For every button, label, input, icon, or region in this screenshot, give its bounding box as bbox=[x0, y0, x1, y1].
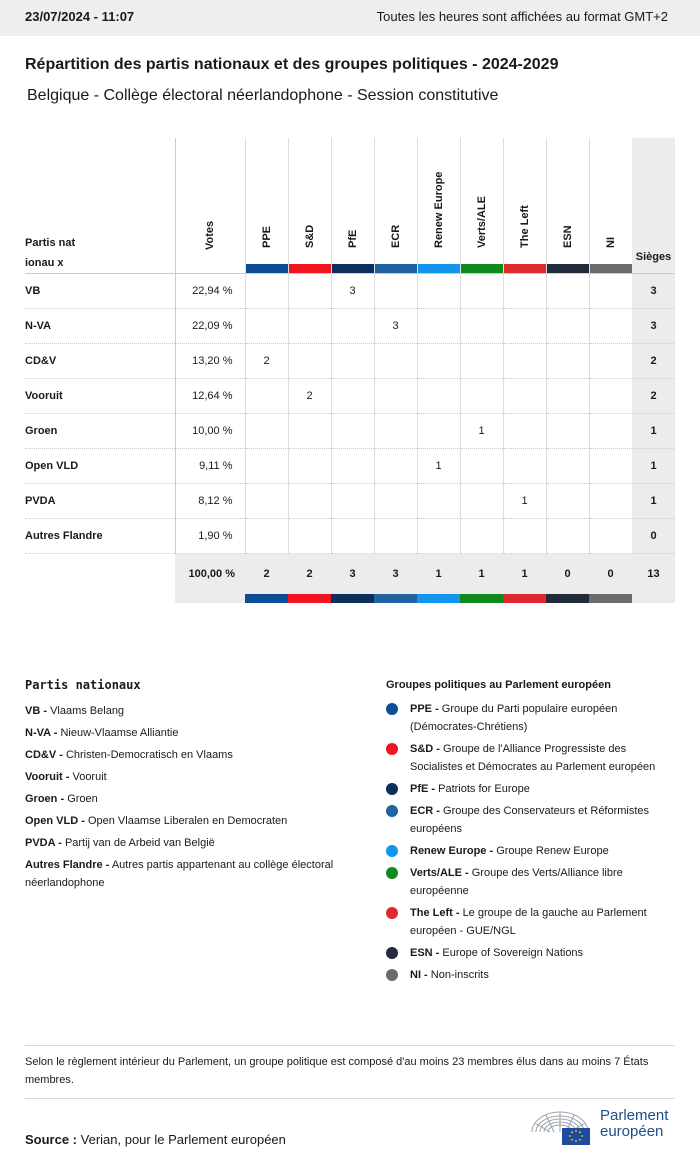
top-bar bbox=[0, 0, 700, 36]
party-legend-abbr: PVDA - bbox=[25, 837, 62, 849]
timezone-note: Toutes les heures sont affichées au format GMT+2 bbox=[376, 9, 668, 24]
party-name: Autres Flandre bbox=[25, 518, 175, 553]
logo-line-2: européen bbox=[600, 1123, 664, 1140]
logo-line-1: Parlement bbox=[600, 1107, 669, 1124]
party-name: N-VA bbox=[25, 308, 175, 343]
group-seat-cell bbox=[503, 308, 546, 343]
party-legend-name: Vooruit bbox=[72, 771, 107, 783]
party-legend-name: Vlaams Belang bbox=[50, 705, 125, 717]
group-color-dot bbox=[386, 783, 398, 795]
group-seat-cell bbox=[546, 308, 589, 343]
group-seat-cell bbox=[374, 483, 417, 518]
party-column-header-label: Partis nationau x bbox=[25, 236, 76, 269]
party-legend-item bbox=[25, 702, 345, 720]
group-seat-cell bbox=[374, 273, 417, 308]
group-seat-cell bbox=[245, 518, 288, 553]
party-legend-abbr: Vooruit - bbox=[25, 771, 70, 783]
group-column-header-label: Renew Europe bbox=[432, 171, 445, 248]
group-column-header-label: S&D bbox=[303, 224, 316, 248]
group-seat-cell: 1 bbox=[417, 448, 460, 483]
group-seat-cell bbox=[331, 448, 374, 483]
group-legend-abbr: NI - bbox=[410, 969, 428, 981]
group-color-dot bbox=[386, 845, 398, 857]
table-row bbox=[25, 343, 675, 378]
group-seat-cell: 2 bbox=[245, 343, 288, 378]
source-text: Verian, pour le Parlement européen bbox=[80, 1132, 286, 1147]
total-seats-value: 13 bbox=[647, 568, 660, 581]
group-seat-cell bbox=[417, 273, 460, 308]
group-seat-cell bbox=[331, 483, 374, 518]
group-column-header-label: NI bbox=[604, 237, 617, 248]
logo-text bbox=[600, 1108, 668, 1140]
party-legend-name: Autres partis appartenant au collège électoral néerlandophone bbox=[25, 859, 334, 889]
group-seat-cell bbox=[460, 308, 503, 343]
timestamp: 23/07/2024 - 11:07 bbox=[25, 9, 135, 24]
group-seat-cell bbox=[288, 518, 331, 553]
group-seat-cell: 2 bbox=[288, 378, 331, 413]
group-total-cell bbox=[331, 553, 374, 603]
divider bbox=[25, 1098, 675, 1099]
table-row bbox=[25, 378, 675, 413]
group-seat-cell bbox=[546, 448, 589, 483]
group-column-header bbox=[503, 138, 546, 273]
group-column-header-label: Verts/ALE bbox=[475, 196, 488, 248]
group-seat-cell bbox=[546, 343, 589, 378]
group-legend-name: Le groupe de la gauche au Parlement européen - GUE/NGL bbox=[410, 907, 647, 937]
group-legend-item bbox=[386, 700, 676, 736]
group-seat-cell bbox=[460, 378, 503, 413]
party-legend-name: Groen bbox=[67, 793, 98, 805]
party-seats: 1 bbox=[632, 413, 675, 448]
group-seat-cell bbox=[417, 343, 460, 378]
group-seat-cell bbox=[589, 448, 632, 483]
group-legend-abbr: PPE - bbox=[410, 703, 439, 715]
group-column-header-label: The Left bbox=[518, 205, 531, 248]
group-color-dot bbox=[386, 743, 398, 755]
group-seat-cell bbox=[245, 308, 288, 343]
party-seats: 3 bbox=[632, 273, 675, 308]
group-column-header bbox=[546, 138, 589, 273]
group-seat-cell bbox=[589, 308, 632, 343]
group-legend-name: Patriots for Europe bbox=[438, 783, 530, 795]
group-total-cell bbox=[417, 553, 460, 603]
party-votes: 12,64 % bbox=[175, 378, 245, 413]
party-legend-name: Christen-Democratisch en Vlaams bbox=[65, 749, 233, 761]
table-row bbox=[25, 308, 675, 343]
totals-row bbox=[25, 553, 675, 603]
group-total-value: 0 bbox=[564, 568, 571, 581]
group-column-header-label: ESN bbox=[561, 225, 574, 248]
party-legend-abbr: Groen - bbox=[25, 793, 65, 805]
group-total-value: 1 bbox=[478, 568, 485, 581]
group-total-value: 2 bbox=[263, 568, 270, 581]
group-seat-cell bbox=[460, 483, 503, 518]
group-seat-cell bbox=[589, 483, 632, 518]
group-seat-cell: 1 bbox=[503, 483, 546, 518]
group-legend-abbr: Verts/ALE - bbox=[410, 867, 469, 879]
totals-spacer bbox=[25, 553, 175, 603]
group-seat-cell bbox=[503, 413, 546, 448]
group-legend-item bbox=[386, 802, 676, 838]
group-seat-cell bbox=[374, 448, 417, 483]
group-seat-cell bbox=[546, 483, 589, 518]
group-column-header bbox=[331, 138, 374, 273]
party-legend-name: Open Vlaamse Liberalen en Democraten bbox=[87, 815, 288, 827]
group-seat-cell bbox=[503, 518, 546, 553]
group-seat-cell bbox=[245, 483, 288, 518]
group-total-value: 1 bbox=[521, 568, 528, 581]
group-seat-cell bbox=[546, 273, 589, 308]
party-legend bbox=[25, 678, 345, 896]
group-total-cell bbox=[288, 553, 331, 603]
table-row bbox=[25, 483, 675, 518]
group-legend-abbr: Renew Europe - bbox=[410, 845, 494, 857]
group-seat-cell bbox=[374, 378, 417, 413]
group-color-dot bbox=[386, 969, 398, 981]
group-seat-cell bbox=[331, 378, 374, 413]
group-total-cell bbox=[503, 553, 546, 603]
source-label: Source : bbox=[25, 1132, 78, 1147]
group-seat-cell bbox=[503, 343, 546, 378]
group-total-cell bbox=[460, 553, 503, 603]
group-seat-cell bbox=[245, 448, 288, 483]
group-seat-cell: 3 bbox=[331, 273, 374, 308]
votes-column-header bbox=[175, 138, 245, 273]
party-name: PVDA bbox=[25, 483, 175, 518]
group-total-cell bbox=[245, 553, 288, 603]
table-row bbox=[25, 273, 675, 308]
group-color-bar bbox=[288, 594, 331, 603]
parliament-logo bbox=[528, 1106, 678, 1148]
group-seat-cell bbox=[589, 273, 632, 308]
group-seat-cell bbox=[331, 518, 374, 553]
group-color-dot bbox=[386, 805, 398, 817]
party-seats: 2 bbox=[632, 343, 675, 378]
total-seats bbox=[632, 553, 675, 603]
group-seat-cell bbox=[245, 413, 288, 448]
group-legend-abbr: PfE - bbox=[410, 783, 436, 795]
group-seat-cell bbox=[288, 308, 331, 343]
group-total-value: 0 bbox=[607, 568, 614, 581]
group-color-dot bbox=[386, 703, 398, 715]
group-legend-name: Groupe des Conservateurs et Réformistes européens bbox=[410, 805, 650, 835]
group-seat-cell bbox=[374, 518, 417, 553]
source-line bbox=[25, 1132, 286, 1147]
group-total-value: 2 bbox=[306, 568, 313, 581]
party-votes: 1,90 % bbox=[175, 518, 245, 553]
party-votes: 10,00 % bbox=[175, 413, 245, 448]
group-seat-cell bbox=[589, 413, 632, 448]
party-legend-abbr: VB - bbox=[25, 705, 47, 717]
group-seat-cell bbox=[331, 413, 374, 448]
group-seat-cell bbox=[288, 448, 331, 483]
group-legend-abbr: S&D - bbox=[410, 743, 440, 755]
group-seat-cell bbox=[331, 343, 374, 378]
votes-column-header-label: Votes bbox=[204, 220, 216, 250]
group-seat-cell bbox=[460, 448, 503, 483]
table-header-row bbox=[25, 138, 675, 273]
party-seats: 3 bbox=[632, 308, 675, 343]
party-votes: 9,11 % bbox=[175, 448, 245, 483]
party-legend-item bbox=[25, 856, 345, 892]
group-seat-cell bbox=[245, 378, 288, 413]
group-legend-abbr: ESN - bbox=[410, 947, 440, 959]
group-legend-abbr: The Left - bbox=[410, 907, 460, 919]
group-seat-cell bbox=[288, 413, 331, 448]
party-votes: 22,09 % bbox=[175, 308, 245, 343]
party-name: Groen bbox=[25, 413, 175, 448]
group-legend-item bbox=[386, 864, 676, 900]
group-color-bar bbox=[332, 264, 374, 273]
group-total-cell bbox=[374, 553, 417, 603]
group-seat-cell bbox=[374, 343, 417, 378]
group-total-value: 1 bbox=[435, 568, 442, 581]
party-legend-heading: Partis nationaux bbox=[25, 678, 141, 692]
group-legend-name: Groupe de l'Alliance Progressiste des Socialistes et Démocrates au Parlement européen bbox=[410, 743, 656, 773]
group-legend-item bbox=[386, 780, 676, 798]
group-legend-name: Europe of Sovereign Nations bbox=[442, 947, 584, 959]
group-color-bar bbox=[547, 264, 589, 273]
group-legend-item bbox=[386, 966, 676, 984]
group-column-header bbox=[417, 138, 460, 273]
group-seat-cell bbox=[546, 413, 589, 448]
page-subtitle: Belgique - Collège électoral néerlandophone - Session constitutive bbox=[27, 87, 499, 104]
group-legend-name: Groupe du Parti populaire européen (Démocrates-Chrétiens) bbox=[410, 703, 618, 733]
party-name: Vooruit bbox=[25, 378, 175, 413]
group-color-bar bbox=[589, 594, 632, 603]
group-column-header-label: PPE bbox=[260, 225, 273, 248]
group-color-dot bbox=[386, 947, 398, 959]
party-seats: 2 bbox=[632, 378, 675, 413]
party-legend-abbr: Open VLD - bbox=[25, 815, 85, 827]
group-legend-item bbox=[386, 904, 676, 940]
seats-column-header-label: Sièges bbox=[635, 250, 672, 263]
group-color-bar bbox=[418, 264, 460, 273]
table-row bbox=[25, 413, 675, 448]
group-color-bar bbox=[546, 594, 589, 603]
group-column-header bbox=[460, 138, 503, 273]
group-seat-cell bbox=[460, 343, 503, 378]
group-seat-cell bbox=[589, 518, 632, 553]
group-total-cell bbox=[589, 553, 632, 603]
party-column-header bbox=[25, 138, 175, 273]
group-seat-cell bbox=[331, 308, 374, 343]
party-legend-abbr: N-VA - bbox=[25, 727, 58, 739]
group-seat-cell bbox=[546, 378, 589, 413]
group-total-value: 3 bbox=[392, 568, 399, 581]
group-seat-cell bbox=[417, 378, 460, 413]
party-votes: 22,94 % bbox=[175, 273, 245, 308]
party-legend-name: Partij van de Arbeid van België bbox=[64, 837, 215, 849]
party-legend-item bbox=[25, 768, 345, 786]
group-legend-heading: Groupes politiques au Parlement européen bbox=[386, 679, 611, 691]
group-color-bar bbox=[460, 594, 503, 603]
party-votes: 13,20 % bbox=[175, 343, 245, 378]
group-legend-item bbox=[386, 842, 676, 860]
group-total-cell bbox=[546, 553, 589, 603]
group-column-header-label: ECR bbox=[389, 224, 402, 248]
group-color-bar bbox=[289, 264, 331, 273]
group-color-bar bbox=[375, 264, 417, 273]
party-name: CD&V bbox=[25, 343, 175, 378]
group-color-bar bbox=[246, 264, 288, 273]
group-seat-cell bbox=[288, 273, 331, 308]
party-legend-item bbox=[25, 746, 345, 764]
party-name: VB bbox=[25, 273, 175, 308]
group-column-header bbox=[589, 138, 632, 273]
group-legend-name: Groupe des Verts/Alliance libre européenne bbox=[410, 867, 623, 897]
group-seat-cell bbox=[503, 448, 546, 483]
group-seat-cell bbox=[546, 518, 589, 553]
group-color-bar bbox=[461, 264, 503, 273]
group-legend-item bbox=[386, 944, 676, 962]
group-color-bar bbox=[590, 264, 633, 273]
party-seats: 0 bbox=[632, 518, 675, 553]
party-legend-item bbox=[25, 790, 345, 808]
group-color-bar bbox=[417, 594, 460, 603]
footnote: Selon le règlement intérieur du Parlement, un groupe politique est composé d'au moins 23 membres élus dans au moins 7 États membres. bbox=[25, 1056, 649, 1086]
party-legend-abbr: CD&V - bbox=[25, 749, 63, 761]
group-seat-cell bbox=[417, 413, 460, 448]
party-legend-item bbox=[25, 812, 345, 830]
group-seat-cell bbox=[417, 518, 460, 553]
group-column-header bbox=[374, 138, 417, 273]
group-seat-cell bbox=[417, 483, 460, 518]
hemicycle-icon bbox=[528, 1106, 592, 1146]
total-votes bbox=[175, 553, 245, 603]
group-seat-cell bbox=[460, 273, 503, 308]
party-legend-item bbox=[25, 834, 345, 852]
seat-distribution-table bbox=[25, 138, 675, 603]
party-name: Open VLD bbox=[25, 448, 175, 483]
group-legend-name: Non-inscrits bbox=[430, 969, 489, 981]
group-seat-cell: 3 bbox=[374, 308, 417, 343]
group-seat-cell bbox=[460, 518, 503, 553]
party-legend-item bbox=[25, 724, 345, 742]
table-row bbox=[25, 518, 675, 553]
seats-column-header bbox=[632, 138, 675, 273]
group-color-bar bbox=[374, 594, 417, 603]
group-seat-cell bbox=[417, 308, 460, 343]
group-seat-cell bbox=[589, 343, 632, 378]
party-seats: 1 bbox=[632, 448, 675, 483]
group-color-dot bbox=[386, 867, 398, 879]
group-legend bbox=[386, 679, 676, 988]
group-seat-cell bbox=[503, 273, 546, 308]
group-seat-cell bbox=[288, 343, 331, 378]
party-legend-name: Nieuw-Vlaamse Alliantie bbox=[60, 727, 179, 739]
table-row bbox=[25, 448, 675, 483]
group-color-bar bbox=[504, 264, 546, 273]
group-column-header bbox=[288, 138, 331, 273]
group-seat-cell bbox=[374, 413, 417, 448]
group-total-value: 3 bbox=[349, 568, 356, 581]
page-title: Répartition des partis nationaux et des groupes politiques - 2024-2029 bbox=[25, 56, 559, 73]
group-color-bar bbox=[331, 594, 374, 603]
total-votes-value: 100,00 % bbox=[188, 568, 235, 581]
group-seat-cell bbox=[503, 378, 546, 413]
party-votes: 8,12 % bbox=[175, 483, 245, 518]
group-color-bar bbox=[245, 594, 288, 603]
party-legend-abbr: Autres Flandre - bbox=[25, 859, 110, 871]
group-color-dot bbox=[386, 907, 398, 919]
group-seat-cell bbox=[245, 273, 288, 308]
group-legend-abbr: ECR - bbox=[410, 805, 440, 817]
group-legend-item bbox=[386, 740, 676, 776]
group-color-bar bbox=[503, 594, 546, 603]
group-seat-cell bbox=[589, 378, 632, 413]
group-legend-name: Groupe Renew Europe bbox=[496, 845, 609, 857]
group-column-header-label: PfE bbox=[346, 229, 359, 248]
group-seat-cell bbox=[288, 483, 331, 518]
party-seats: 1 bbox=[632, 483, 675, 518]
group-seat-cell: 1 bbox=[460, 413, 503, 448]
group-column-header bbox=[245, 138, 288, 273]
divider bbox=[25, 1045, 675, 1046]
